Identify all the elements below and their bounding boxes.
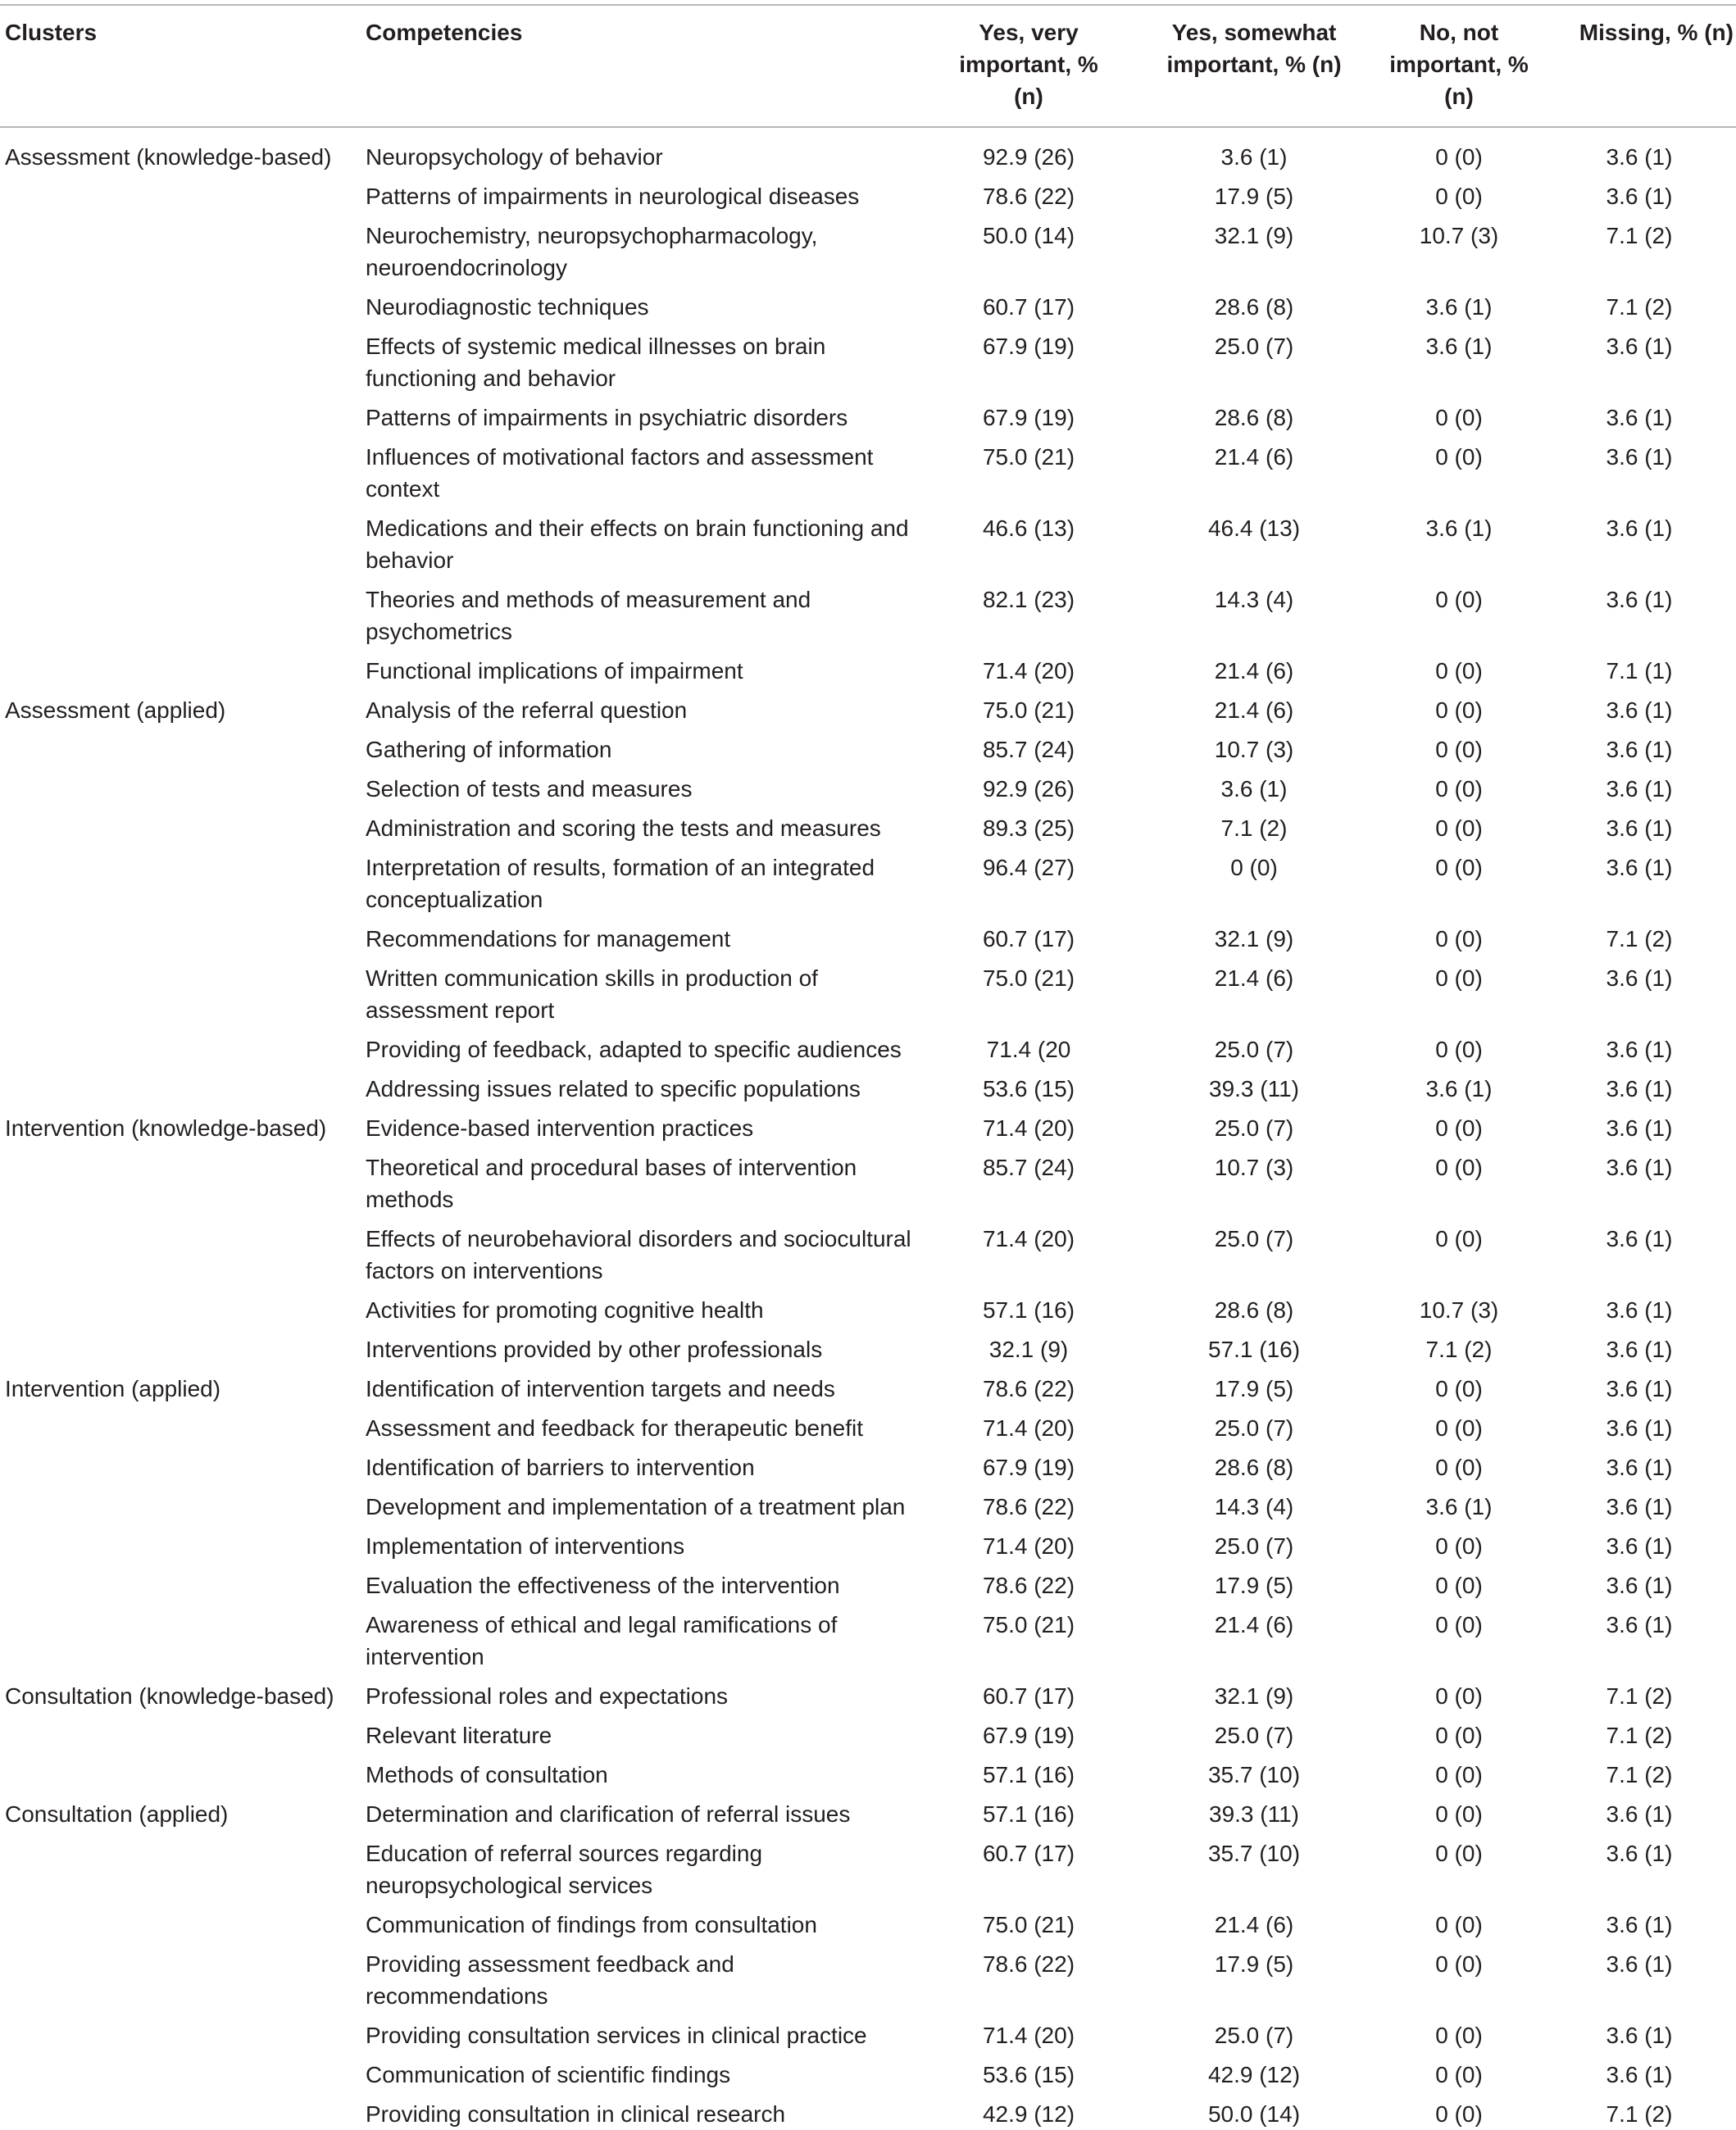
not-important-cell: 0 (0) — [1435, 1912, 1483, 1937]
competency-cell: Administration and scoring the tests and measures — [366, 815, 881, 841]
somewhat-important-cell: 21.4 (6) — [1214, 1612, 1294, 1637]
very-important-cell: 96.4 (27) — [982, 855, 1075, 880]
competency-cell: Selection of tests and measures — [366, 776, 693, 802]
very-important-cell: 71.4 (20) — [982, 1115, 1075, 1141]
missing-cell: 3.6 (1) — [1606, 1226, 1673, 1251]
competency-cell: Identification of intervention targets and needs — [366, 1376, 835, 1401]
somewhat-important-cell: 25.0 (7) — [1214, 1226, 1294, 1251]
not-important-cell: 0 (0) — [1435, 1415, 1483, 1441]
not-important-cell: 0 (0) — [1435, 1683, 1483, 1709]
somewhat-important-cell: 21.4 (6) — [1214, 1912, 1294, 1937]
competency-cell: Providing assessment feedback and recommendations — [366, 1951, 734, 2009]
cluster-label: Consultation (knowledge-based) — [5, 1683, 334, 1709]
somewhat-important-cell: 32.1 (9) — [1214, 223, 1294, 248]
missing-cell: 3.6 (1) — [1606, 1951, 1673, 1977]
missing-cell: 3.6 (1) — [1606, 1115, 1673, 1141]
competency-cell: Development and implementation of a treatment plan — [366, 1494, 906, 1519]
somewhat-important-cell: 28.6 (8) — [1214, 1297, 1294, 1323]
somewhat-important-cell: 28.6 (8) — [1214, 405, 1294, 430]
very-important-cell: 71.4 (20) — [982, 2023, 1075, 2048]
very-important-cell: 75.0 (21) — [982, 1912, 1075, 1937]
not-important-cell: 0 (0) — [1435, 737, 1483, 762]
very-important-cell: 60.7 (17) — [982, 926, 1075, 951]
not-important-cell: 0 (0) — [1435, 1723, 1483, 1748]
very-important-cell: 75.0 (21) — [982, 1612, 1075, 1637]
not-important-cell: 0 (0) — [1435, 405, 1483, 430]
very-important-cell: 71.4 (20) — [982, 658, 1075, 684]
somewhat-important-cell: 28.6 (8) — [1214, 1455, 1294, 1480]
somewhat-important-cell: 14.3 (4) — [1214, 1494, 1294, 1519]
very-important-cell: 50.0 (14) — [982, 223, 1075, 248]
very-important-cell: 32.1 (9) — [988, 1337, 1069, 1362]
very-important-cell: 67.9 (19) — [982, 1723, 1075, 1748]
missing-cell: 3.6 (1) — [1606, 965, 1673, 991]
somewhat-important-cell: 21.4 (6) — [1214, 965, 1294, 991]
not-important-cell: 3.6 (1) — [1425, 334, 1493, 359]
competency-cell: Functional implications of impairment — [366, 658, 743, 684]
somewhat-important-cell: 39.3 (11) — [1209, 1801, 1299, 1827]
very-important-cell: 78.6 (22) — [982, 1951, 1075, 1977]
not-important-cell: 0 (0) — [1435, 1455, 1483, 1480]
competency-cell: Awareness of ethical and legal ramifications of intervention — [366, 1612, 838, 1669]
missing-cell: 3.6 (1) — [1606, 1337, 1673, 1362]
somewhat-important-cell: 25.0 (7) — [1214, 334, 1294, 359]
somewhat-important-cell: 32.1 (9) — [1214, 1683, 1294, 1709]
very-important-cell: 89.3 (25) — [982, 815, 1075, 841]
not-important-cell: 3.6 (1) — [1425, 1076, 1493, 1101]
competency-cell: Neuropsychology of behavior — [366, 144, 663, 170]
competency-cell: Theories and methods of measurement and psychometrics — [366, 587, 811, 644]
somewhat-important-cell: 14.3 (4) — [1214, 587, 1294, 612]
not-important-cell: 0 (0) — [1435, 1115, 1483, 1141]
somewhat-important-cell: 50.0 (14) — [1207, 2101, 1301, 2127]
very-important-cell: 75.0 (21) — [982, 697, 1075, 723]
header-very-important: Yes, very important, % (n) — [959, 20, 1098, 109]
not-important-cell: 3.6 (1) — [1425, 294, 1493, 320]
very-important-cell: 92.9 (26) — [982, 776, 1075, 802]
somewhat-important-cell: 25.0 (7) — [1214, 2023, 1294, 2048]
not-important-cell: 0 (0) — [1435, 1841, 1483, 1866]
competency-cell: Evaluation the effectiveness of the intervention — [366, 1573, 840, 1598]
very-important-cell: 78.6 (22) — [982, 1573, 1075, 1598]
missing-cell: 3.6 (1) — [1606, 587, 1673, 612]
cluster-label: Consultation (applied) — [5, 1801, 229, 1827]
missing-cell: 3.6 (1) — [1606, 444, 1673, 470]
not-important-cell: 0 (0) — [1435, 1037, 1483, 1062]
competency-cell: Determination and clarification of referral issues — [366, 1801, 851, 1827]
somewhat-important-cell: 3.6 (1) — [1220, 144, 1288, 170]
somewhat-important-cell: 25.0 (7) — [1214, 1037, 1294, 1062]
competency-cell: Professional roles and expectations — [366, 1683, 729, 1709]
missing-cell: 3.6 (1) — [1606, 776, 1673, 802]
somewhat-important-cell: 57.1 (16) — [1207, 1337, 1301, 1362]
missing-cell: 3.6 (1) — [1606, 1415, 1673, 1441]
missing-cell: 7.1 (2) — [1606, 1723, 1673, 1748]
somewhat-important-cell: 25.0 (7) — [1214, 1533, 1294, 1559]
not-important-cell: 0 (0) — [1435, 1155, 1483, 1180]
somewhat-important-cell: 3.6 (1) — [1220, 776, 1288, 802]
very-important-cell: 85.7 (24) — [982, 737, 1075, 762]
missing-cell: 3.6 (1) — [1606, 855, 1673, 880]
missing-cell: 3.6 (1) — [1606, 1841, 1673, 1866]
very-important-cell: 53.6 (15) — [982, 1076, 1075, 1101]
not-important-cell: 0 (0) — [1435, 855, 1483, 880]
missing-cell: 7.1 (2) — [1606, 926, 1673, 951]
competency-cell: Patterns of impairments in neurological diseases — [366, 184, 860, 209]
missing-cell: 3.6 (1) — [1606, 697, 1673, 723]
somewhat-important-cell: 17.9 (5) — [1214, 1376, 1294, 1401]
missing-cell: 3.6 (1) — [1606, 1912, 1673, 1937]
header-bottom-rule — [0, 126, 1736, 128]
missing-cell: 3.6 (1) — [1606, 184, 1673, 209]
missing-cell: 3.6 (1) — [1606, 1573, 1673, 1598]
very-important-cell: 85.7 (24) — [982, 1155, 1075, 1180]
missing-cell: 7.1 (2) — [1606, 1683, 1673, 1709]
competency-cell: Communication of scientific findings — [366, 2062, 731, 2087]
not-important-cell: 0 (0) — [1435, 658, 1483, 684]
competency-cell: Theoretical and procedural bases of intervention methods — [366, 1155, 857, 1212]
not-important-cell: 0 (0) — [1435, 1951, 1483, 1977]
competency-cell: Communication of findings from consultation — [366, 1912, 817, 1937]
somewhat-important-cell: 25.0 (7) — [1214, 1115, 1294, 1141]
not-important-cell: 0 (0) — [1435, 2101, 1483, 2127]
cluster-label: Assessment (applied) — [5, 697, 226, 723]
not-important-cell: 0 (0) — [1435, 1376, 1483, 1401]
very-important-cell: 57.1 (16) — [982, 1762, 1075, 1787]
competency-cell: Patterns of impairments in psychiatric disorders — [366, 405, 848, 430]
competency-cell: Effects of neurobehavioral disorders and sociocultural factors on interventions — [366, 1226, 911, 1283]
not-important-cell: 0 (0) — [1435, 1612, 1483, 1637]
not-important-cell: 0 (0) — [1435, 926, 1483, 951]
somewhat-important-cell: 32.1 (9) — [1214, 926, 1294, 951]
competency-cell: Education of referral sources regarding neuropsychological services — [366, 1841, 763, 1898]
competency-cell: Activities for promoting cognitive health — [366, 1297, 764, 1323]
not-important-cell: 0 (0) — [1435, 144, 1483, 170]
competency-cell: Gathering of information — [366, 737, 612, 762]
somewhat-important-cell: 28.6 (8) — [1214, 294, 1294, 320]
very-important-cell: 67.9 (19) — [982, 405, 1075, 430]
not-important-cell: 0 (0) — [1435, 1226, 1483, 1251]
very-important-cell: 71.4 (20) — [982, 1533, 1075, 1559]
not-important-cell: 3.6 (1) — [1425, 1494, 1493, 1519]
very-important-cell: 53.6 (15) — [982, 2062, 1075, 2087]
competency-cell: Implementation of interventions — [366, 1533, 685, 1559]
very-important-cell: 75.0 (21) — [982, 444, 1075, 470]
very-important-cell: 60.7 (17) — [982, 1683, 1075, 1709]
very-important-cell: 60.7 (17) — [982, 1841, 1075, 1866]
somewhat-important-cell: 17.9 (5) — [1214, 1573, 1294, 1598]
missing-cell: 3.6 (1) — [1606, 737, 1673, 762]
competency-cell: Analysis of the referral question — [366, 697, 688, 723]
very-important-cell: 71.4 (20) — [982, 1226, 1075, 1251]
header-clusters: Clusters — [5, 20, 98, 45]
competency-cell: Neurodiagnostic techniques — [366, 294, 649, 320]
missing-cell: 3.6 (1) — [1606, 2062, 1673, 2087]
missing-cell: 3.6 (1) — [1606, 334, 1673, 359]
very-important-cell: 67.9 (19) — [982, 1455, 1075, 1480]
somewhat-important-cell: 42.9 (12) — [1207, 2062, 1301, 2087]
missing-cell: 3.6 (1) — [1606, 1076, 1673, 1101]
not-important-cell: 0 (0) — [1435, 776, 1483, 802]
not-important-cell: 0 (0) — [1435, 815, 1483, 841]
missing-cell: 3.6 (1) — [1606, 1155, 1673, 1180]
not-important-cell: 10.7 (3) — [1419, 1297, 1499, 1323]
somewhat-important-cell: 17.9 (5) — [1214, 184, 1294, 209]
missing-cell: 7.1 (2) — [1606, 223, 1673, 248]
missing-cell: 3.6 (1) — [1606, 1801, 1673, 1827]
missing-cell: 7.1 (2) — [1606, 294, 1673, 320]
competency-cell: Providing consultation services in clinical practice — [366, 2023, 867, 2048]
somewhat-important-cell: 35.7 (10) — [1207, 1841, 1301, 1866]
not-important-cell: 0 (0) — [1435, 587, 1483, 612]
cluster-label: Assessment (knowledge-based) — [5, 144, 332, 170]
missing-cell: 7.1 (1) — [1606, 658, 1673, 684]
somewhat-important-cell: 21.4 (6) — [1214, 444, 1294, 470]
table-top-rule — [0, 4, 1736, 6]
not-important-cell: 0 (0) — [1435, 2023, 1483, 2048]
somewhat-important-cell: 21.4 (6) — [1214, 658, 1294, 684]
not-important-cell: 0 (0) — [1435, 1801, 1483, 1827]
competency-cell: Recommendations for management — [366, 926, 731, 951]
very-important-cell: 60.7 (17) — [982, 294, 1075, 320]
somewhat-important-cell: 25.0 (7) — [1214, 1723, 1294, 1748]
competency-cell: Effects of systemic medical illnesses on brain functioning and behavior — [366, 334, 826, 391]
very-important-cell: 92.9 (26) — [982, 144, 1075, 170]
missing-cell: 7.1 (2) — [1606, 1762, 1673, 1787]
missing-cell: 3.6 (1) — [1606, 1037, 1673, 1062]
somewhat-important-cell: 46.4 (13) — [1207, 515, 1301, 541]
very-important-cell: 71.4 (20 — [986, 1037, 1071, 1062]
cluster-label: Intervention (applied) — [5, 1376, 221, 1401]
competency-cell: Interpretation of results, formation of an integrated conceptualization — [366, 855, 875, 912]
not-important-cell: 0 (0) — [1435, 697, 1483, 723]
very-important-cell: 42.9 (12) — [982, 2101, 1075, 2127]
competency-cell: Medications and their effects on brain functioning and behavior — [366, 515, 909, 573]
somewhat-important-cell: 25.0 (7) — [1214, 1415, 1294, 1441]
not-important-cell: 0 (0) — [1435, 184, 1483, 209]
competency-cell: Addressing issues related to specific populations — [366, 1076, 861, 1101]
missing-cell: 3.6 (1) — [1606, 1533, 1673, 1559]
not-important-cell: 0 (0) — [1435, 1533, 1483, 1559]
competency-cell: Providing of feedback, adapted to specific audiences — [366, 1037, 902, 1062]
not-important-cell: 0 (0) — [1435, 444, 1483, 470]
competency-cell: Interventions provided by other professionals — [366, 1337, 823, 1362]
very-important-cell: 57.1 (16) — [982, 1801, 1075, 1827]
competency-cell: Relevant literature — [366, 1723, 552, 1748]
very-important-cell: 71.4 (20) — [982, 1415, 1075, 1441]
very-important-cell: 75.0 (21) — [982, 965, 1075, 991]
competency-cell: Assessment and feedback for therapeutic benefit — [366, 1415, 864, 1441]
not-important-cell: 3.6 (1) — [1425, 515, 1493, 541]
very-important-cell: 82.1 (23) — [982, 587, 1075, 612]
header-not-important: No, not important, % (n) — [1389, 20, 1529, 109]
somewhat-important-cell: 39.3 (11) — [1209, 1076, 1299, 1101]
very-important-cell: 46.6 (13) — [982, 515, 1075, 541]
not-important-cell: 0 (0) — [1435, 2062, 1483, 2087]
header-competencies: Competencies — [366, 20, 523, 45]
somewhat-important-cell: 35.7 (10) — [1207, 1762, 1301, 1787]
not-important-cell: 0 (0) — [1435, 965, 1483, 991]
missing-cell: 7.1 (2) — [1606, 2101, 1673, 2127]
competency-cell: Influences of motivational factors and assessment context — [366, 444, 874, 502]
somewhat-important-cell: 17.9 (5) — [1214, 1951, 1294, 1977]
somewhat-important-cell: 7.1 (2) — [1220, 815, 1288, 841]
header-missing: Missing, % (n) — [1579, 20, 1734, 45]
missing-cell: 3.6 (1) — [1606, 2023, 1673, 2048]
somewhat-important-cell: 10.7 (3) — [1214, 1155, 1294, 1180]
competency-cell: Evidence-based intervention practices — [366, 1115, 754, 1141]
competency-cell: Neurochemistry, neuropsychopharmacology, neuroendocrinology — [366, 223, 818, 280]
very-important-cell: 78.6 (22) — [982, 1494, 1075, 1519]
not-important-cell: 0 (0) — [1435, 1762, 1483, 1787]
missing-cell: 3.6 (1) — [1606, 144, 1673, 170]
cluster-label: Intervention (knowledge-based) — [5, 1115, 327, 1141]
not-important-cell: 0 (0) — [1435, 1573, 1483, 1598]
missing-cell: 3.6 (1) — [1606, 1376, 1673, 1401]
missing-cell: 3.6 (1) — [1606, 1455, 1673, 1480]
competency-cell: Identification of barriers to intervention — [366, 1455, 755, 1480]
competency-cell: Written communication skills in production of assessment report — [366, 965, 818, 1023]
not-important-cell: 7.1 (2) — [1425, 1337, 1493, 1362]
missing-cell: 3.6 (1) — [1606, 515, 1673, 541]
competency-cell: Providing consultation in clinical research — [366, 2101, 786, 2127]
somewhat-important-cell: 21.4 (6) — [1214, 697, 1294, 723]
missing-cell: 3.6 (1) — [1606, 1494, 1673, 1519]
missing-cell: 3.6 (1) — [1606, 1612, 1673, 1637]
missing-cell: 3.6 (1) — [1606, 405, 1673, 430]
header-somewhat-important: Yes, somewhat important, % (n) — [1166, 20, 1342, 77]
somewhat-important-cell: 0 (0) — [1230, 855, 1278, 880]
somewhat-important-cell: 10.7 (3) — [1214, 737, 1294, 762]
missing-cell: 3.6 (1) — [1606, 815, 1673, 841]
competency-cell: Methods of consultation — [366, 1762, 608, 1787]
very-important-cell: 67.9 (19) — [982, 334, 1075, 359]
not-important-cell: 10.7 (3) — [1419, 223, 1499, 248]
missing-cell: 3.6 (1) — [1606, 1297, 1673, 1323]
very-important-cell: 78.6 (22) — [982, 184, 1075, 209]
very-important-cell: 57.1 (16) — [982, 1297, 1075, 1323]
very-important-cell: 78.6 (22) — [982, 1376, 1075, 1401]
